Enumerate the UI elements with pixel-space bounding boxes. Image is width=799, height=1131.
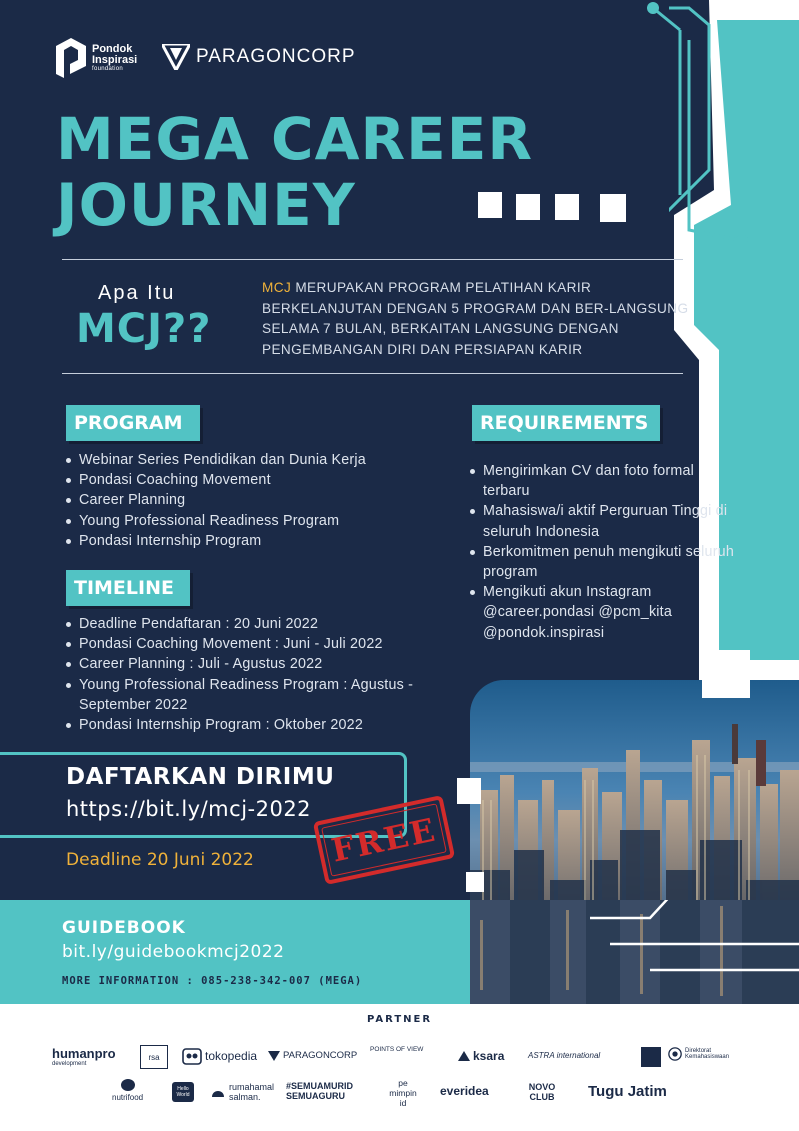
partner-logo-rsa xyxy=(140,1045,168,1069)
register-heading: DAFTARKAN DIRIMU xyxy=(66,764,335,790)
partner-kemahasiswaan-name: Direktorat Kemahasiswaan xyxy=(685,1048,730,1060)
partner-nutrifood-name: nutrifood xyxy=(112,1093,144,1102)
kemahasiswaan-emblem-icon xyxy=(668,1046,682,1062)
partner-logo-semuamurid xyxy=(286,1081,368,1101)
list-item: Career Planning : Juli - Agustus 2022 xyxy=(64,654,454,674)
partner-ksara-name: ksara xyxy=(473,1049,505,1063)
about-highlight: MCJ xyxy=(262,280,292,295)
list-item: Young Professional Readiness Program : Agustus - September 2022 xyxy=(64,675,454,715)
requirements-heading: REQUIREMENTS xyxy=(472,405,660,441)
register-link[interactable]: https://bit.ly/mcj-2022 xyxy=(66,797,312,821)
ksara-triangle-icon xyxy=(458,1051,470,1061)
divider xyxy=(62,373,683,374)
partner-humanpro-name: humanpro xyxy=(52,1046,116,1061)
deco-square xyxy=(478,192,502,218)
city-skyline-lower xyxy=(470,900,799,1004)
guidebook-link[interactable]: bit.ly/guidebookmcj2022 xyxy=(62,942,285,962)
deco-square xyxy=(457,778,481,804)
about-label-small: Apa Itu xyxy=(98,282,176,304)
list-item: Career Planning xyxy=(64,490,444,510)
partner-humanpro-sub: development xyxy=(52,1061,87,1067)
partner-pov-name: POINTS OF VIEW xyxy=(370,1046,424,1053)
partner-helloworld-name: Hello World xyxy=(176,1086,190,1098)
partner-logo-rumahamal xyxy=(210,1082,281,1102)
about-text: MERUPAKAN PROGRAM PELATIHAN KARIR BERKELANJUTAN DENGAN 5 PROGRAM DAN BER-LANGSUNG SELAMA 7 BULAN, BERKAITAN LANGSUNG DENGAN PENGEMBANGAN DIRI DAN PERSIAPAN KARIR xyxy=(262,280,689,357)
partner-logo-novoclub xyxy=(518,1082,566,1102)
partner-pemimpin-name: pe mimpin id xyxy=(389,1078,417,1108)
partner-logo-astra xyxy=(528,1051,600,1060)
partner-novoclub-name: NOVO CLUB xyxy=(528,1082,556,1102)
partner-logo-everidea xyxy=(440,1084,489,1098)
pondok-inspirasi-logo xyxy=(56,38,137,78)
partner-logo-humanpro xyxy=(52,1046,116,1067)
list-item: Pondasi Coaching Movement : Juni - Juli 2022 xyxy=(64,634,454,654)
deco-square xyxy=(516,194,540,220)
partner-logo-dark-box xyxy=(641,1047,661,1067)
guidebook-heading: GUIDEBOOK xyxy=(62,918,186,938)
program-heading: PROGRAM xyxy=(66,405,200,441)
partner-paragon-name: PARAGONCORP xyxy=(283,1050,358,1061)
partner-tokopedia-name: tokopedia xyxy=(205,1049,258,1063)
stamp-text: FREE xyxy=(328,810,440,870)
partner-logo-pemimpin xyxy=(386,1078,420,1108)
title-line1: MEGA CAREER xyxy=(56,105,534,173)
partner-logo-tugujatim xyxy=(588,1083,667,1100)
rumahamal-icon xyxy=(210,1085,226,1099)
register-deadline: Deadline 20 Juni 2022 xyxy=(66,850,254,870)
partner-logo-helloworld xyxy=(172,1082,194,1102)
paragon-mark-icon xyxy=(162,44,190,70)
partner-tugujatim-name: Tugu Jatim xyxy=(588,1083,667,1100)
list-item: Mahasiswa/i aktif Perguruan Tinggi di seluruh Indonesia xyxy=(468,501,738,541)
timeline-heading: TIMELINE xyxy=(66,570,190,606)
timeline-list xyxy=(64,614,454,735)
partner-logo-paragon xyxy=(268,1050,357,1061)
about-label-big: MCJ?? xyxy=(76,306,212,352)
deco-square xyxy=(466,872,484,892)
about-description xyxy=(262,278,692,360)
paragon-small-icon xyxy=(268,1051,280,1061)
list-item: Deadline Pendaftaran : 20 Juni 2022 xyxy=(64,614,454,634)
list-item: Berkomitmen penuh mengikuti seluruh program xyxy=(468,542,738,582)
partner-logo-kemahasiswaan xyxy=(668,1046,748,1062)
partner-astra-name: ASTRA international xyxy=(528,1051,601,1060)
pondok-line1: Pondok xyxy=(92,43,133,55)
requirements-list xyxy=(468,461,738,643)
pondok-inspirasi-mark-icon xyxy=(56,38,86,78)
partner-logo-nutrifood xyxy=(112,1078,143,1102)
list-item: Webinar Series Pendidikan dan Dunia Kerja xyxy=(64,450,444,470)
title-line2: JOURNEY xyxy=(56,171,356,239)
pondok-line3: foundation xyxy=(92,66,124,72)
paragon-logo xyxy=(162,44,356,70)
page-title xyxy=(56,106,533,238)
program-list xyxy=(64,450,444,551)
tokopedia-owl-icon xyxy=(182,1047,202,1065)
deco-square xyxy=(702,650,750,698)
more-information: MORE INFORMATION : 085-238-342-007 (MEGA) xyxy=(62,975,363,987)
list-item: Pondasi Internship Program xyxy=(64,531,444,551)
partner-rumahamal-name: rumahamal salman. xyxy=(229,1082,275,1102)
deco-square xyxy=(600,194,626,222)
partner-heading: PARTNER xyxy=(366,1014,433,1025)
list-item: Mengikuti akun Instagram @career.pondasi @pcm_kita @pondok.inspirasi xyxy=(468,582,738,643)
partner-rsa-name: rsa xyxy=(148,1052,160,1062)
partner-logo-ksara xyxy=(458,1049,504,1063)
deco-square xyxy=(555,194,579,220)
partner-logo-pointsofview xyxy=(370,1046,423,1053)
paragon-text: PARAGONCORP xyxy=(196,46,356,67)
list-item: Pondasi Coaching Movement xyxy=(64,470,444,490)
partner-logo-tokopedia xyxy=(182,1047,257,1065)
list-item: Young Professional Readiness Program xyxy=(64,511,444,531)
partner-everidea-name: everidea xyxy=(440,1084,489,1098)
partner-semuamurid-name: #SEMUAMURID SEMUAGURU xyxy=(286,1081,354,1101)
pondok-line2: Inspirasi xyxy=(92,54,138,66)
circuit-line xyxy=(640,0,700,250)
nutrifood-drop-icon xyxy=(120,1078,136,1092)
list-item: Mengirimkan CV dan foto formal terbaru xyxy=(468,461,738,501)
divider xyxy=(62,259,683,260)
list-item: Pondasi Internship Program : Oktober 2022 xyxy=(64,715,454,735)
